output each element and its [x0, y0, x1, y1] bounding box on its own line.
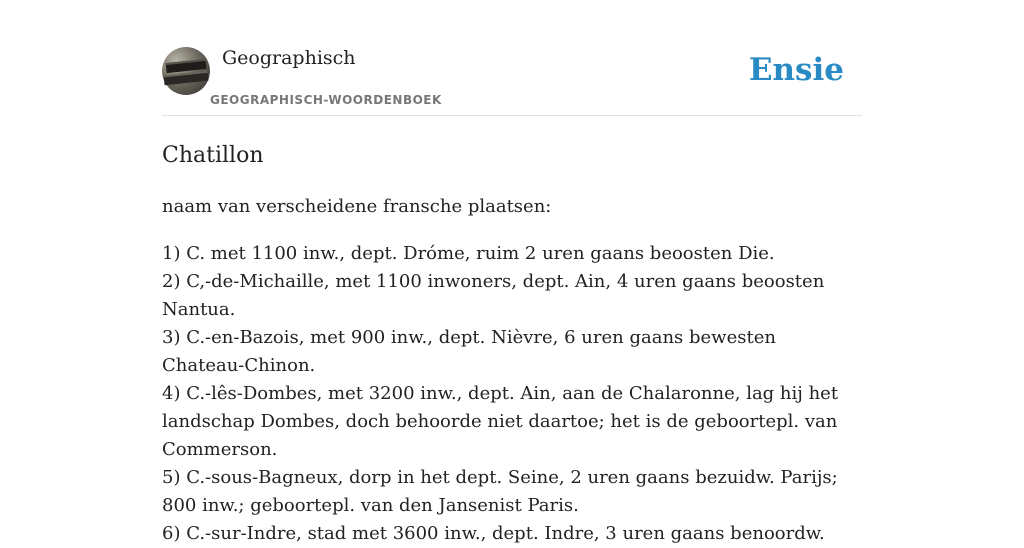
entry-item: 4) C.-lês-Dombes, met 3200 inw., dept. Ain, aan de Chalaronne, lag hij het landschap Dombes, doch behoorde niet daartoe; het is de geboortepl. van Commerson. — [162, 383, 839, 460]
book-spine-bottom — [164, 71, 209, 86]
entry-item: 6) C.-sur-Indre, stad met 3600 inw., dept. Indre, 3 uren gaans benoordw. — [162, 523, 825, 544]
entry-item: 5) C.-sous-Bagneux, dorp in het dept. Seine, 2 uren gaans bezuidw. Parijs; 800 inw.; geboortepl. van den Jansenist Paris. — [162, 467, 838, 516]
entry-item-list — [162, 240, 862, 548]
entry-intro: naam van verscheidene fransche plaatsen: — [162, 196, 552, 217]
entry-item: 3) C.-en-Bazois, met 900 inw., dept. Nièvre, 6 uren gaans bewesten Chateau-Chinon. — [162, 327, 776, 376]
books-avatar-icon[interactable] — [162, 47, 210, 95]
entry-item: 2) C,-de-Michaille, met 1100 inwoners, dept. Ain, 4 uren gaans beoosten Nantua. — [162, 271, 825, 320]
site-title[interactable]: Geographisch — [222, 47, 356, 69]
site-header — [162, 46, 862, 116]
page — [162, 0, 862, 548]
ensie-logo-link[interactable]: Ensie — [748, 52, 844, 88]
site-slug[interactable]: GEOGRAPHISCH-WOORDENBOEK — [210, 93, 442, 107]
entry-item: 1) C. met 1100 inw., dept. Dróme, ruim 2 uren gaans beoosten Die. — [162, 243, 775, 264]
entry-title: Chatillon — [162, 143, 264, 168]
